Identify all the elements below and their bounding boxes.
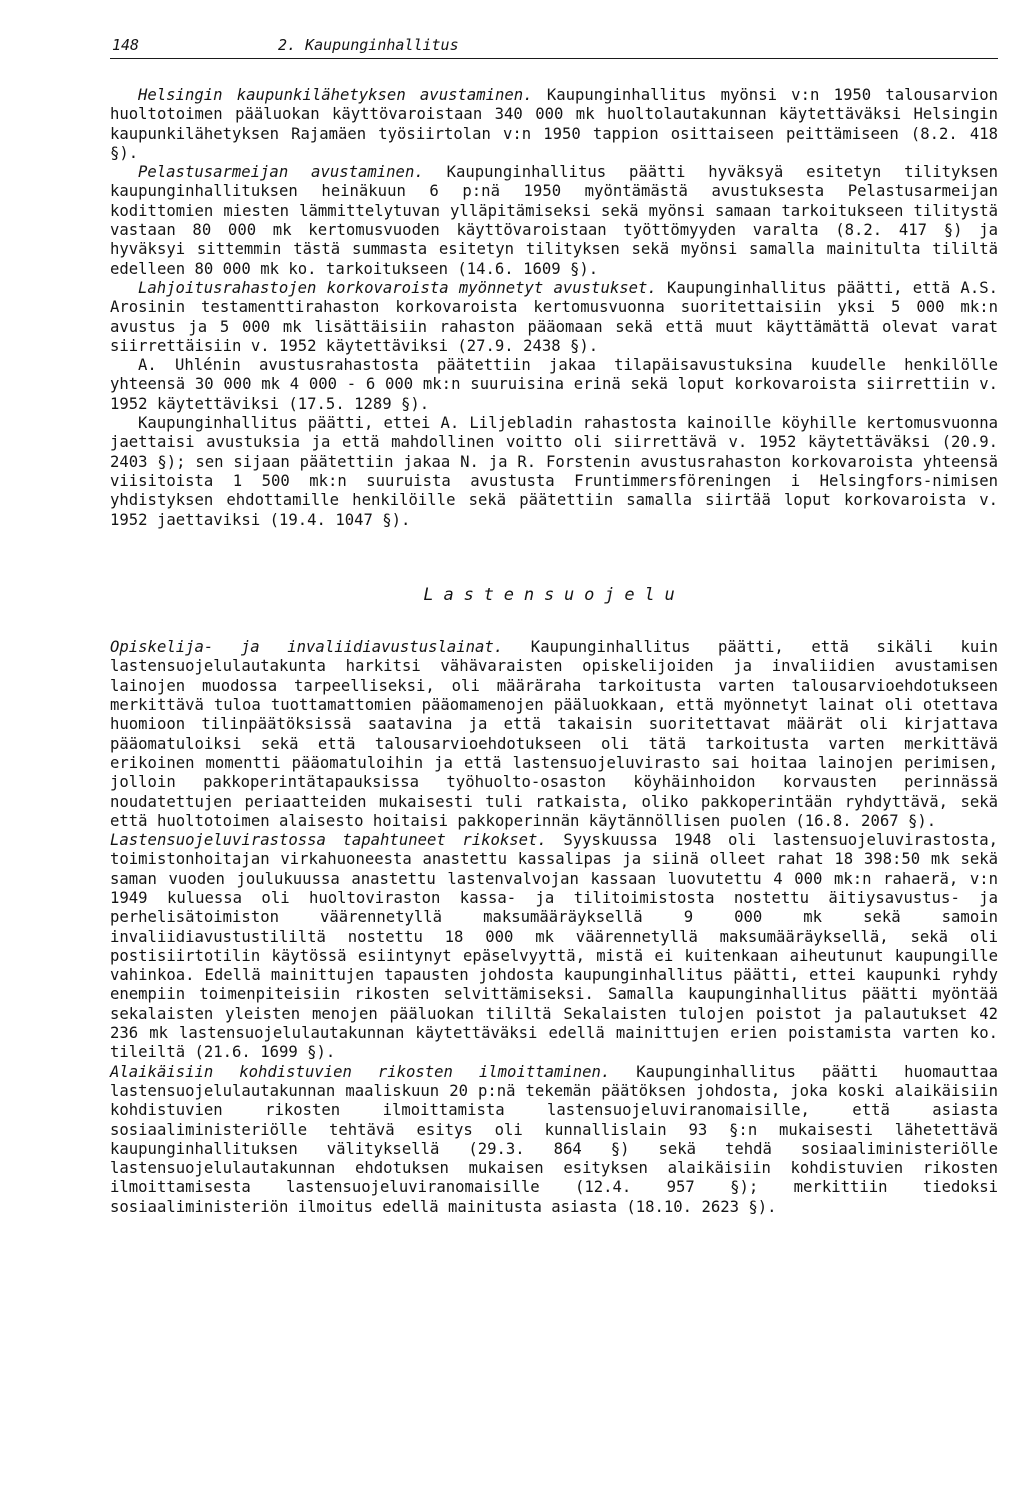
paragraph [110,1063,998,1217]
paragraph [110,279,998,356]
page-number: 148 [112,36,140,54]
paragraph [110,86,998,163]
paragraph [110,163,998,279]
paragraph-text: Kaupunginhallitus päätti huomauttaa lastensuojelulautakunnan maaliskuun 20 p:nä tekemän päätöksen johdosta, joka koski alaikäisiin kohdistuvien rikosten ilmoittamista lastensuojeluviranomaisille, että asiasta sosiaaliministeriölle tehtävä esitys oli kunnallislain 93 §:n mukaisesti lähetettävä kaupunginhallituksen välityksellä (29.3. 864 §) sekä tehdä sosiaaliministeriölle lastensuojelulautakunnan ehdotuksen mukaisen esityksen alaikäisiin kohdistuvien rikosten ilmoittamisesta lastensuojeluviranomaisille (12.4. 957 §); merkittiin tiedoksi sosiaaliministeriön ilmoitus edellä mainitusta asiasta (18.10. 2623 §). [110,1062,998,1216]
paragraph-text: Kaupunginhallitus päätti hyväksyä esitetyn tilityksen kaupunginhallituksen heinäkuun 6 p:nä 1950 myöntämästä avustuksesta Pelastusarmeijan kodittomien miesten lämmittelytuvan ylläpitämiseksi sekä myönsi samaan tarkoitukseen tilitystä vastaan 80 000 mk kertomusvuoden käyttövaroistaan työttömyyden varalta (8.2. 417 §) ja hyväksyi sittemmin tästä summasta esitetyn tilityksen sekä myönsi samalla mainitulta tililtä edelleen 80 000 mk ko. tarkoitukseen (14.6. 1609 §). [110,163,999,278]
paragraph-title: Opiskelija- ja invaliidiavustuslainat. [110,638,504,657]
page-header [110,34,998,59]
paragraph [110,831,998,1063]
paragraph [110,638,998,831]
document-page [110,34,998,1217]
section-heading: Lastensuojelu [423,584,685,605]
paragraph-title: Helsingin kaupunkilähetyksen avustaminen. [138,86,533,104]
paragraph-text: Kaupunginhallitus päätti, että A.S. Arosinin testamenttirahaston korkovaroista kertomusvuonna suoritettaisiin yksi 5 000 mk:n avustus ja 5 000 mk lisättäisiin rahaston pääomaan sekä että muut käyttämättä olevat varat siirrettäisiin v. 1952 käytettäviksi (27.9. 2438 §). [110,278,998,355]
paragraph-title: Lahjoitusrahastojen korkovaroista myönnetyt avustukset. [138,278,657,297]
paragraph-title: Alaikäisiin kohdistuvien rikosten ilmoittaminen. [110,1062,611,1081]
paragraph-text: A. Uhlénin avustusrahastosta päätettiin jakaa tilapäisavustuksina kuudelle henkilölle yhteensä 30 000 mk 4 000 - 6 000 mk:n suuruisina erinä sekä loput korkovaroista siirrettiin v. 1952 käytettäviksi (17.5. 1289 §). [110,356,998,413]
paragraph-text: Syyskuussa 1948 oli lastensuojeluvirastosta, toimistonhoitajan virkahuoneesta anastettu kassalipas ja siinä olleet rahat 18 398:50 mk sekä saman vuoden joulukuussa anastettu lastenvalvojan kassaan luovutettu 4 000 mk:n rahaerä, v:n 1949 kuluessa oli huoltoviraston kassa- ja tilitoimistosta nostettu äitiysavustus- ja perhelisätoimiston väärennetyllä maksumääräyksellä 9 000 mk sekä samoin invaliidiavustustililtä nostettu 18 000 mk väärennetyllä maksumääräyksellä, sekä oli postisiirtotilin käytössä esiintynyt epäselvyyttä, mistä ei kuitenkaan aiheutunut kaupungille vahinkoa. Edellä mainittujen tapausten johdosta kaupunginhallitus päätti, ettei kaupunki ryhdy enempiin toimenpiteisiin rikosten selvittämiseksi. Samalla kaupunginhallitus päätti myöntää sekalaisten yleisten menojen pääluokan tililtä Sekalaisten tulojen poistot ja palautukset 42 236 mk lastensuojelulautakunnan käytettäväksi edellä mainittujen erien poistamista varten ko. tileiltä (21.6. 1699 §). [110,831,998,1062]
paragraph-text: Kaupunginhallitus myönsi v:n 1950 talousarvion huoltotoimen pääluokan käyttövaroistaan 340 000 mk huoltolautakunnan käytettäväksi Helsingin kaupunkilähetyksen Rajamäen työsiirtolan v:n 1950 tappion osittaiseen peittämiseen (8.2. 418 §). [110,86,999,162]
paragraph-text: Kaupunginhallitus päätti, ettei A. Liljebladin rahastosta kainoille köyhille kertomusvuonna jaettaisi avustuksia ja että mahdollinen voitto oli siirrettävä v. 1952 käytettäväksi (20.9. 2403 §); sen sijaan päätettiin jakaa N. ja R. Forstenin avustusrahaston korkovaroista yhteensä viisitoista 1 500 mk:n suuruista avustusta Fruntimmersföreningen i Helsingfors-nimisen yhdistyksen ehdottamille henkilöille sekä päätettiin samalla siirtää loput korkovaroista v. 1952 jaettaviksi (19.4. 1047 §). [110,414,998,529]
paragraph-title: Lastensuojeluvirastossa tapahtuneet rikokset. [110,831,547,850]
paragraph-title: Pelastusarmeijan avustaminen. [138,163,424,182]
paragraph [110,414,998,530]
paragraph [110,356,998,414]
running-title: 2. Kaupunginhallitus [278,36,459,54]
paragraph-text: Kaupunginhallitus päätti, että sikäli kuin lastensuojelulautakunta harkitsi vähävaraisten opiskelijoiden ja invaliidien avustamisen lainojen muodossa tarpeelliseksi, oli määräraha tarkoitusta varten talousarvioehdotukseen merkittävä tuloa tuottamattomien pääomamenojen pääluokkaan, että myönnetyt lainat oli otettava huomioon tilinpäätöksissä saatavina ja että takaisin suoritettavat määrät oli kirjattava pääomatuloiksi sekä että talousarvioehdotukseen oli tätä tarkoitusta varten merkittävä erikoinen momentti pääomatuloihin ja että lastensuojeluvirasto sai hoitaa lainojen perimisen, jolloin pakkoperintätapauksissa työhuolto-osaston köyhäinhoidon korvausten perinnässä noudatettujen periaatteiden mukaisesti tuli ratkaista, oliko pakkoperintään ryhdyttävä, sekä että huoltotoimen alaisesto hoitaisi pakkoperinnän käytännöllisen puolen (16.8. 2067 §). [110,638,998,830]
document-body [110,86,998,1217]
